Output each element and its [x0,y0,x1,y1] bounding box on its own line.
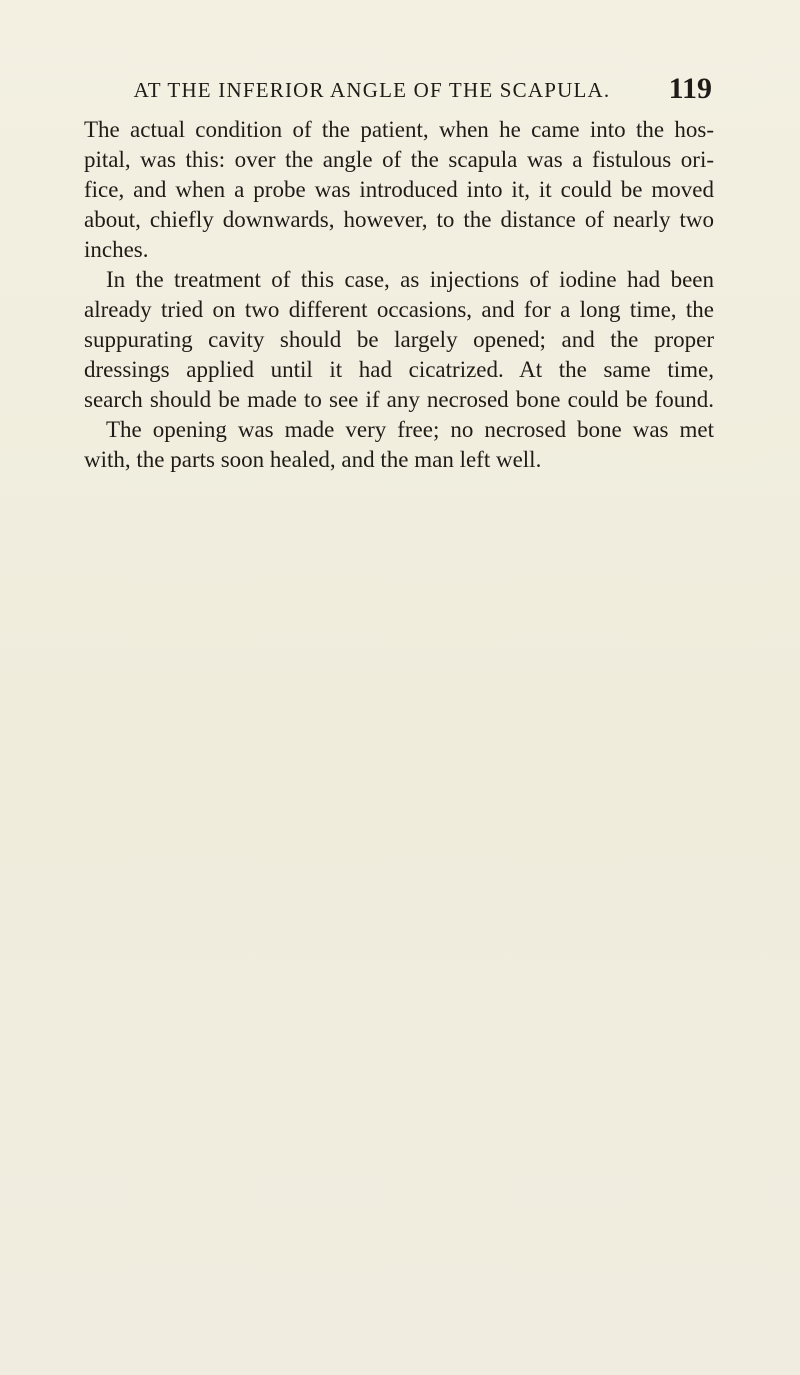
text-line: with, the parts soon healed, and the man left well. [84,447,542,472]
text-line: pital, was this: over the angle of the scapula was a fistulous ori- [84,147,714,172]
paragraph-2 [84,265,714,415]
text-line: already tried on two different occasions, and for a long time, the [84,297,714,322]
text-line: In the treatment of this case, as injections of iodine had been [106,267,714,292]
text-line: about, chiefly downwards, however, to the distance of nearly two [84,207,714,232]
text-line: dressings applied until it had cicatrized. At the same time, [84,357,714,382]
paragraph-3 [84,415,714,475]
text-line: suppurating cavity should be largely opened; and the proper [84,327,714,352]
text-line: inches. [84,237,149,262]
page-number: 119 [668,72,712,105]
running-title: AT THE INFERIOR ANGLE OF THE SCAPULA. [133,78,611,102]
text-line: The actual condition of the patient, when he came into the hos- [84,117,714,142]
text-line: The opening was made very free; no necrosed bone was met [106,417,714,442]
text-line: fice, and when a probe was introduced into it, it could be moved [84,177,714,202]
body-text [84,115,714,475]
running-head [112,72,712,108]
text-line: search should be made to see if any necrosed bone could be found. [84,387,714,412]
paragraph-1 [84,115,714,265]
